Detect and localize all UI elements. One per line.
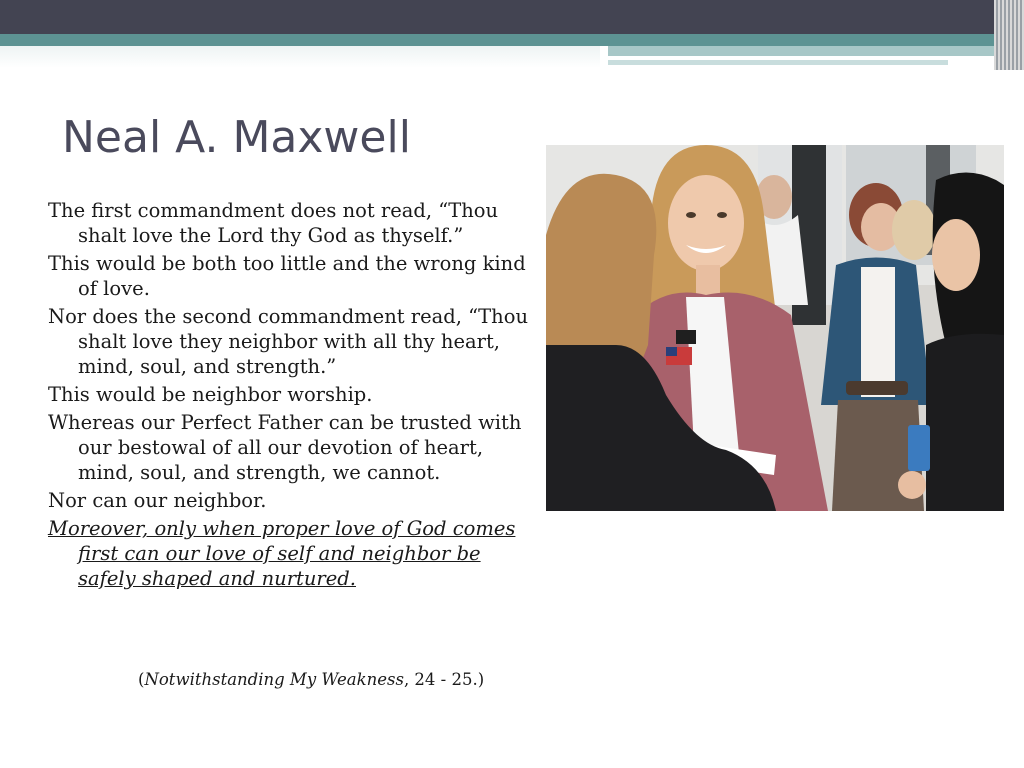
emphasized-paragraph: Moreover, only when proper love of God comes first can our love of self and neighbor be safely shaped and nurtured. [48,517,516,590]
paragraph: This would be both too little and the wrong kind of love. [48,252,526,300]
paragraph: Nor does the second commandment read, “Thou shalt love they neighbor with all thy heart, mind, soul, and strength.” [48,305,529,378]
citation [138,670,484,689]
paragraph: Whereas our Perfect Father can be trusted with our bestowal of all our devotion of heart, mind, soul, and strength, we cannot. [48,411,522,484]
citation-book: Notwithstanding My Weakness [144,670,404,689]
citation-open: ( [138,670,145,689]
paragraph: Nor can our neighbor. [48,489,267,512]
paragraph: This would be neighbor worship. [48,383,373,406]
header-fade [0,46,600,68]
citation-pages: , 24 - 25.) [403,670,485,689]
quote-body [48,198,536,594]
paragraph: The first commandment does not read, “Thou shalt love the Lord thy God as thyself.” [48,199,499,247]
missionaries-photo [546,145,1004,511]
header-accent-line [608,60,948,65]
header-accent-bar [608,46,1024,56]
header-stripes [994,0,1024,70]
slide-title: Neal A. Maxwell [62,112,411,163]
header-dark-bar [0,0,1024,34]
header-teal-bar [0,34,1024,46]
